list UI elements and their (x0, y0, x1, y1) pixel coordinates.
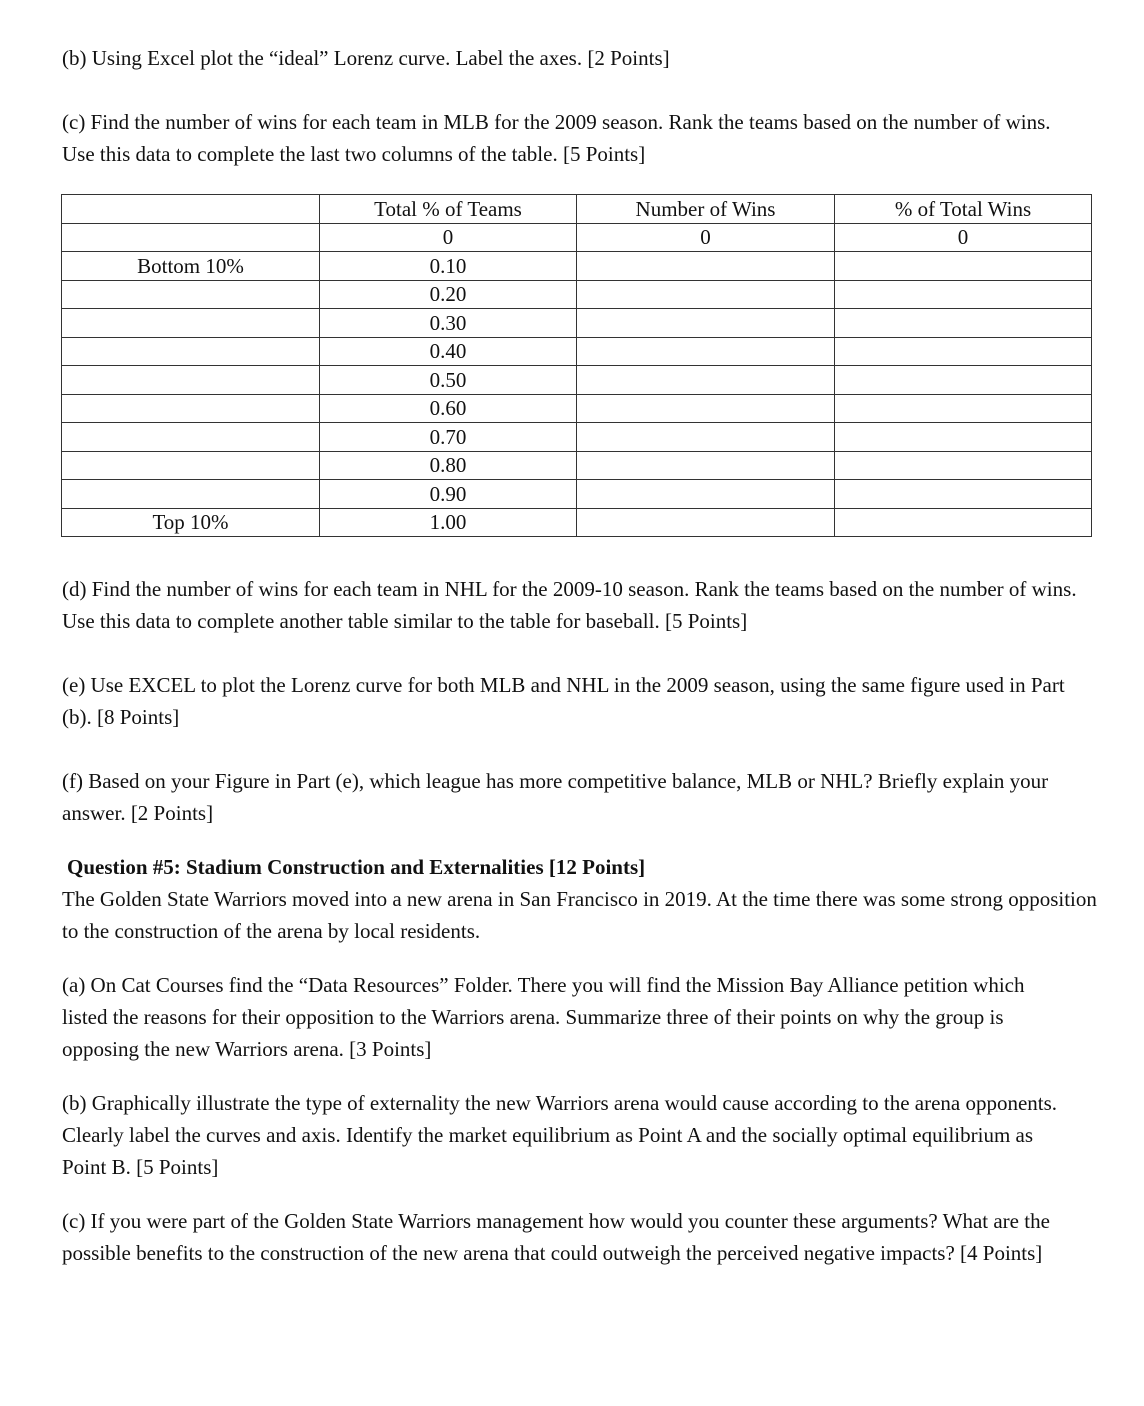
table-cell (62, 451, 320, 480)
table-cell: 0.60 (320, 394, 577, 423)
table-cell (577, 394, 835, 423)
table-cell: 0.30 (320, 309, 577, 338)
table-header-row (62, 195, 1092, 224)
table-row (62, 223, 1092, 252)
table-cell: 0.70 (320, 423, 577, 452)
table-row (62, 337, 1092, 366)
table-cell (577, 366, 835, 395)
table-cell (835, 451, 1092, 480)
table-header-cell: Total % of Teams (320, 195, 577, 224)
table-cell (835, 309, 1092, 338)
table-cell (577, 252, 835, 281)
table-cell (577, 508, 835, 536)
table-cell: 0.80 (320, 451, 577, 480)
part-d-nhl-text: (d) Find the number of wins for each team in NHL for the 2009-10 season. Rank the teams based on the number of wins. Use this data to complete another table similar to the table for baseball. [5 Points] (62, 577, 1077, 633)
table-row (62, 480, 1092, 509)
question-5-intro: The Golden State Warriors moved into a new arena in San Francisco in 2019. At the time there was some strong opposition to the construction of the arena by local residents. (62, 887, 1097, 943)
table-cell: 0 (320, 223, 577, 252)
table-cell (62, 337, 320, 366)
table-cell: Bottom 10% (62, 252, 320, 281)
wins-table (61, 194, 1092, 537)
table-cell (577, 309, 835, 338)
question-5-part-a: (a) On Cat Courses find the “Data Resources” Folder. There you will find the Mission Bay Alliance petition which listed the reasons for their opposition to the Warriors arena. Summarize three of their points on why the group is opposing the new Warriors arena. [3 Points] (62, 973, 1025, 1061)
table-cell (62, 423, 320, 452)
table-cell (577, 280, 835, 309)
table-cell: 0.10 (320, 252, 577, 281)
question-5-part-c: (c) If you were part of the Golden State Warriors management how would you counter these arguments? What are the possible benefits to the construction of the new arena that could outweigh the perceived negative impacts? [4 Points] (62, 1209, 1050, 1265)
table-cell: 0.20 (320, 280, 577, 309)
table-cell (835, 480, 1092, 509)
table-cell (577, 337, 835, 366)
table-cell (835, 423, 1092, 452)
table-cell (835, 508, 1092, 536)
table-row (62, 252, 1092, 281)
table-row (62, 309, 1092, 338)
table-cell (835, 394, 1092, 423)
table-cell: 0.50 (320, 366, 577, 395)
table-cell (835, 280, 1092, 309)
table-cell (835, 252, 1092, 281)
table-row (62, 394, 1092, 423)
table-header-cell: % of Total Wins (835, 195, 1092, 224)
table-cell (577, 451, 835, 480)
table-cell (835, 337, 1092, 366)
table-header-cell (62, 195, 320, 224)
part-f-balance-text: (f) Based on your Figure in Part (e), which league has more competitive balance, MLB or NHL? Briefly explain your answer. [2 Points] (62, 769, 1049, 825)
table-cell (62, 480, 320, 509)
table-cell (577, 423, 835, 452)
table-cell: 1.00 (320, 508, 577, 536)
table-row (62, 280, 1092, 309)
table-row (62, 508, 1092, 536)
table-row (62, 423, 1092, 452)
table-cell (62, 280, 320, 309)
table-cell (62, 223, 320, 252)
table-cell: Top 10% (62, 508, 320, 536)
table-row (62, 366, 1092, 395)
question-5-part-b: (b) Graphically illustrate the type of externality the new Warriors arena would cause according to the arena opponents. Clearly label the curves and axis. Identify the market equilibrium as Point A and the socially optimal equilibrium as Point B. [5 Points] (62, 1091, 1058, 1179)
table-cell: 0 (835, 223, 1092, 252)
table-cell: 0 (577, 223, 835, 252)
table-header-cell: Number of Wins (577, 195, 835, 224)
table-cell (62, 366, 320, 395)
part-c-mlb-text: (c) Find the number of wins for each team in MLB for the 2009 season. Rank the teams based on the number of wins. Use this data to complete the last two columns of the table. [5 Points] (62, 110, 1051, 166)
part-b-lorenz-text: (b) Using Excel plot the “ideal” Lorenz curve. Label the axes. [2 Points] (62, 46, 670, 70)
table-cell: 0.40 (320, 337, 577, 366)
table-row (62, 451, 1092, 480)
table-cell (835, 366, 1092, 395)
part-e-plot-text: (e) Use EXCEL to plot the Lorenz curve for both MLB and NHL in the 2009 season, using the same figure used in Part (b). [8 Points] (62, 673, 1065, 729)
question-5-heading: Question #5: Stadium Construction and Externalities [12 Points] (67, 855, 646, 879)
table-cell (62, 394, 320, 423)
table-cell (62, 309, 320, 338)
table-cell: 0.90 (320, 480, 577, 509)
table-cell (577, 480, 835, 509)
